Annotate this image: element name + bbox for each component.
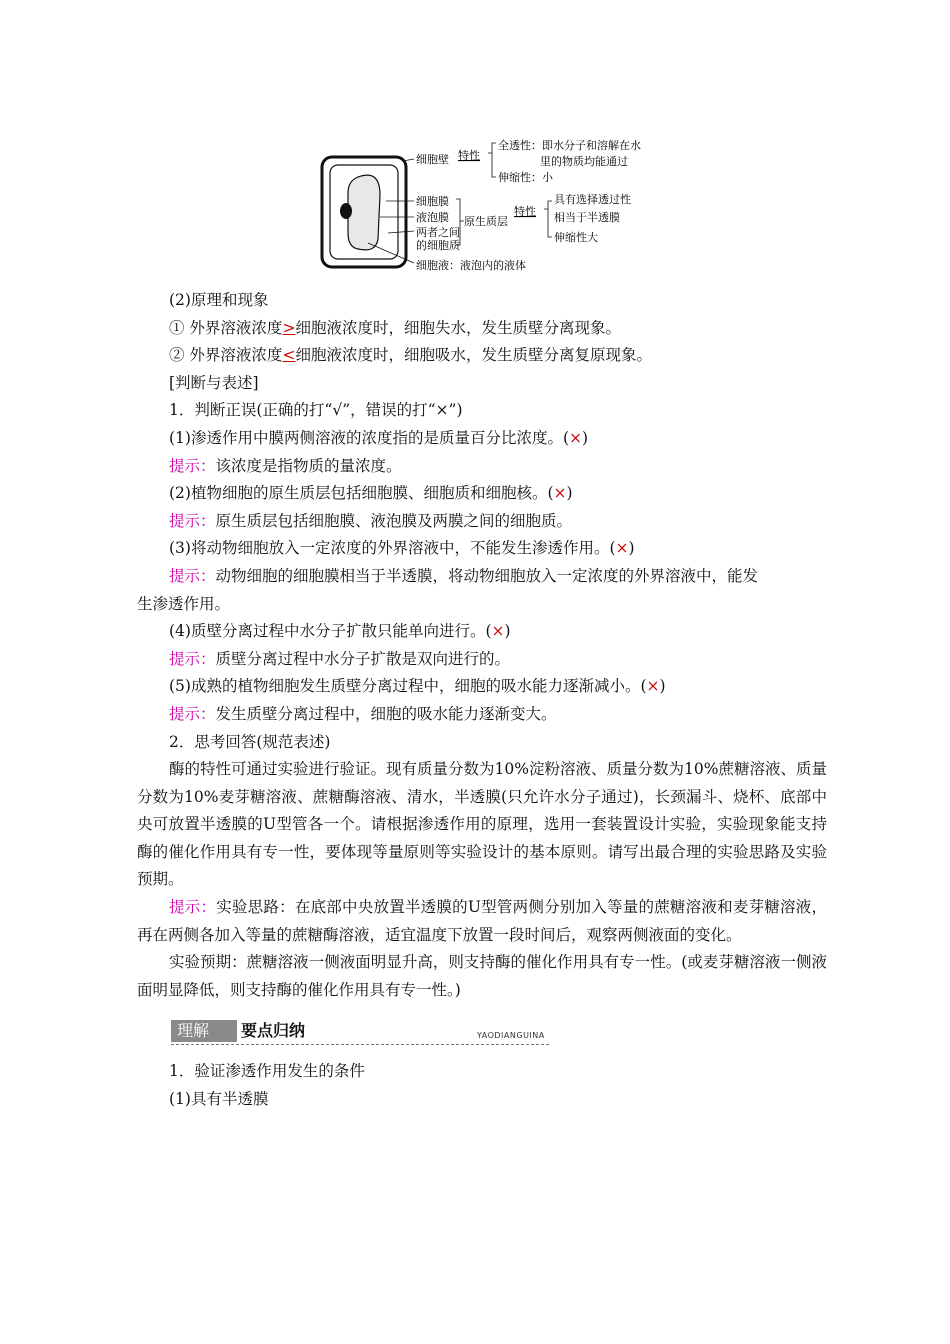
question-1: (1)渗透作用中膜两侧溶液的浓度指的是质量百分比浓度。(×) [169, 428, 589, 447]
question-3: (3)将动物细胞放入一定浓度的外界溶液中，不能发生渗透作用。(×) [169, 539, 635, 558]
question-4: (4)质壁分离过程中水分子扩散只能单向进行。(×) [169, 622, 511, 641]
plant-cell-diagram [318, 135, 668, 275]
svg-text:全透性：即水分子和溶解在水: 全透性：即水分子和溶解在水 [498, 139, 641, 152]
judge-heading: [判断与表述] [169, 373, 259, 392]
svg-text:特性: 特性 [514, 205, 536, 218]
hint-3: 提示：动物细胞的细胞膜相当于半透膜，将动物细胞放入一定浓度的外界溶液中，能发 [169, 566, 759, 585]
svg-text:具有选择透过性: 具有选择透过性 [554, 193, 631, 206]
svg-text:伸缩性大: 伸缩性大 [554, 231, 598, 244]
label-cell-wall: 细胞壁 [416, 153, 449, 166]
point-heading: 1．验证渗透作用发生的条件 [169, 1062, 365, 1081]
question-2: (2)植物细胞的原生质层包括细胞膜、细胞质和细胞核。(×) [169, 484, 573, 503]
question-heading-2: 2．思考回答(规范表述) [169, 732, 331, 751]
hint-3-cont: 生渗透作用。 [137, 594, 231, 613]
answer-paragraph-1: 提示：实验思路：在底部中央放置半透膜的U型管两侧分别加入等量的蔗糖溶液和麦芽糖溶液，再在两侧各加入等量的蔗糖酶溶液，适宜温度下放置一段时间后，观察两侧液面的变化。 [137, 898, 827, 944]
hint-5: 提示：发生质壁分离过程中，细胞的吸水能力逐渐变大。 [169, 704, 557, 723]
hint-4: 提示：质壁分离过程中水分子扩散是双向进行的。 [169, 649, 511, 668]
svg-text:两者之间: 两者之间 [416, 226, 460, 239]
label-cell-membrane: 细胞膜 [416, 195, 449, 208]
principle-line-2: ② 外界溶液浓度<细胞液浓度时，细胞吸水，发生质壁分离复原现象。 [169, 346, 652, 365]
point-item: (1)具有半透膜 [169, 1090, 269, 1109]
section-heading: (2)原理和现象 [169, 291, 269, 309]
svg-text:的细胞质: 的细胞质 [416, 239, 460, 252]
main-text [137, 287, 827, 1114]
banner-title: 要点归纳 [241, 1021, 306, 1041]
banner-tag: 理解 [171, 1020, 237, 1042]
label-vacuole-membrane: 液泡膜 [416, 211, 449, 224]
hint-2: 提示：原生质层包括细胞膜、液泡膜及两膜之间的细胞质。 [169, 511, 573, 530]
vacuole-shape [348, 175, 380, 250]
answer-paragraph-2: 实验预期：蔗糖溶液一侧液面明显升高，则支持酶的催化作用具有专一性。(或麦芽糖溶液一侧液面明显降低，则支持酶的催化作用具有专一性。) [137, 953, 827, 999]
banner-subtitle: YAODIANGUINA [477, 1031, 545, 1041]
question-5: (5)成熟的植物细胞发生质壁分离过程中，细胞的吸水能力逐渐减小。(×) [169, 677, 666, 696]
label-protoplast: 原生质层 [464, 215, 508, 228]
svg-text:相当于半透膜: 相当于半透膜 [554, 211, 620, 224]
section-banner [137, 1018, 557, 1048]
question-heading-1: 1．判断正误(正确的打“√”，错误的打“×”) [169, 401, 463, 420]
label-cell-sap: 细胞液：液泡内的液体 [416, 259, 526, 272]
hint-1: 提示：该浓度是指物质的量浓度。 [169, 456, 402, 475]
principle-line-1: ① 外界溶液浓度>细胞液浓度时，细胞失水，发生质壁分离现象。 [169, 318, 621, 337]
question-paragraph: 酶的特性可通过实验进行验证。现有质量分数为10%淀粉溶液、质量分数为10%蔗糖溶液、质量分数为10%麦芽糖溶液、蔗糖酶溶液、清水，半透膜(只允许水分子通过)，长颈漏斗、烧杯、底部中央可放置半透膜的U型管各一个。请根据渗透作用的原理，选用一套装置设计实验，实验现象能支持酶的催化作用具有专一性，要体现等量原则等实验设计的基本原则。请写出最合理的实验思路及实验预期。 [137, 760, 827, 889]
svg-text:里的物质均能通过: 里的物质均能通过 [540, 155, 628, 168]
svg-text:伸缩性：小: 伸缩性：小 [498, 171, 553, 184]
nucleus-shape [340, 203, 352, 219]
svg-text:特性: 特性 [458, 149, 480, 162]
